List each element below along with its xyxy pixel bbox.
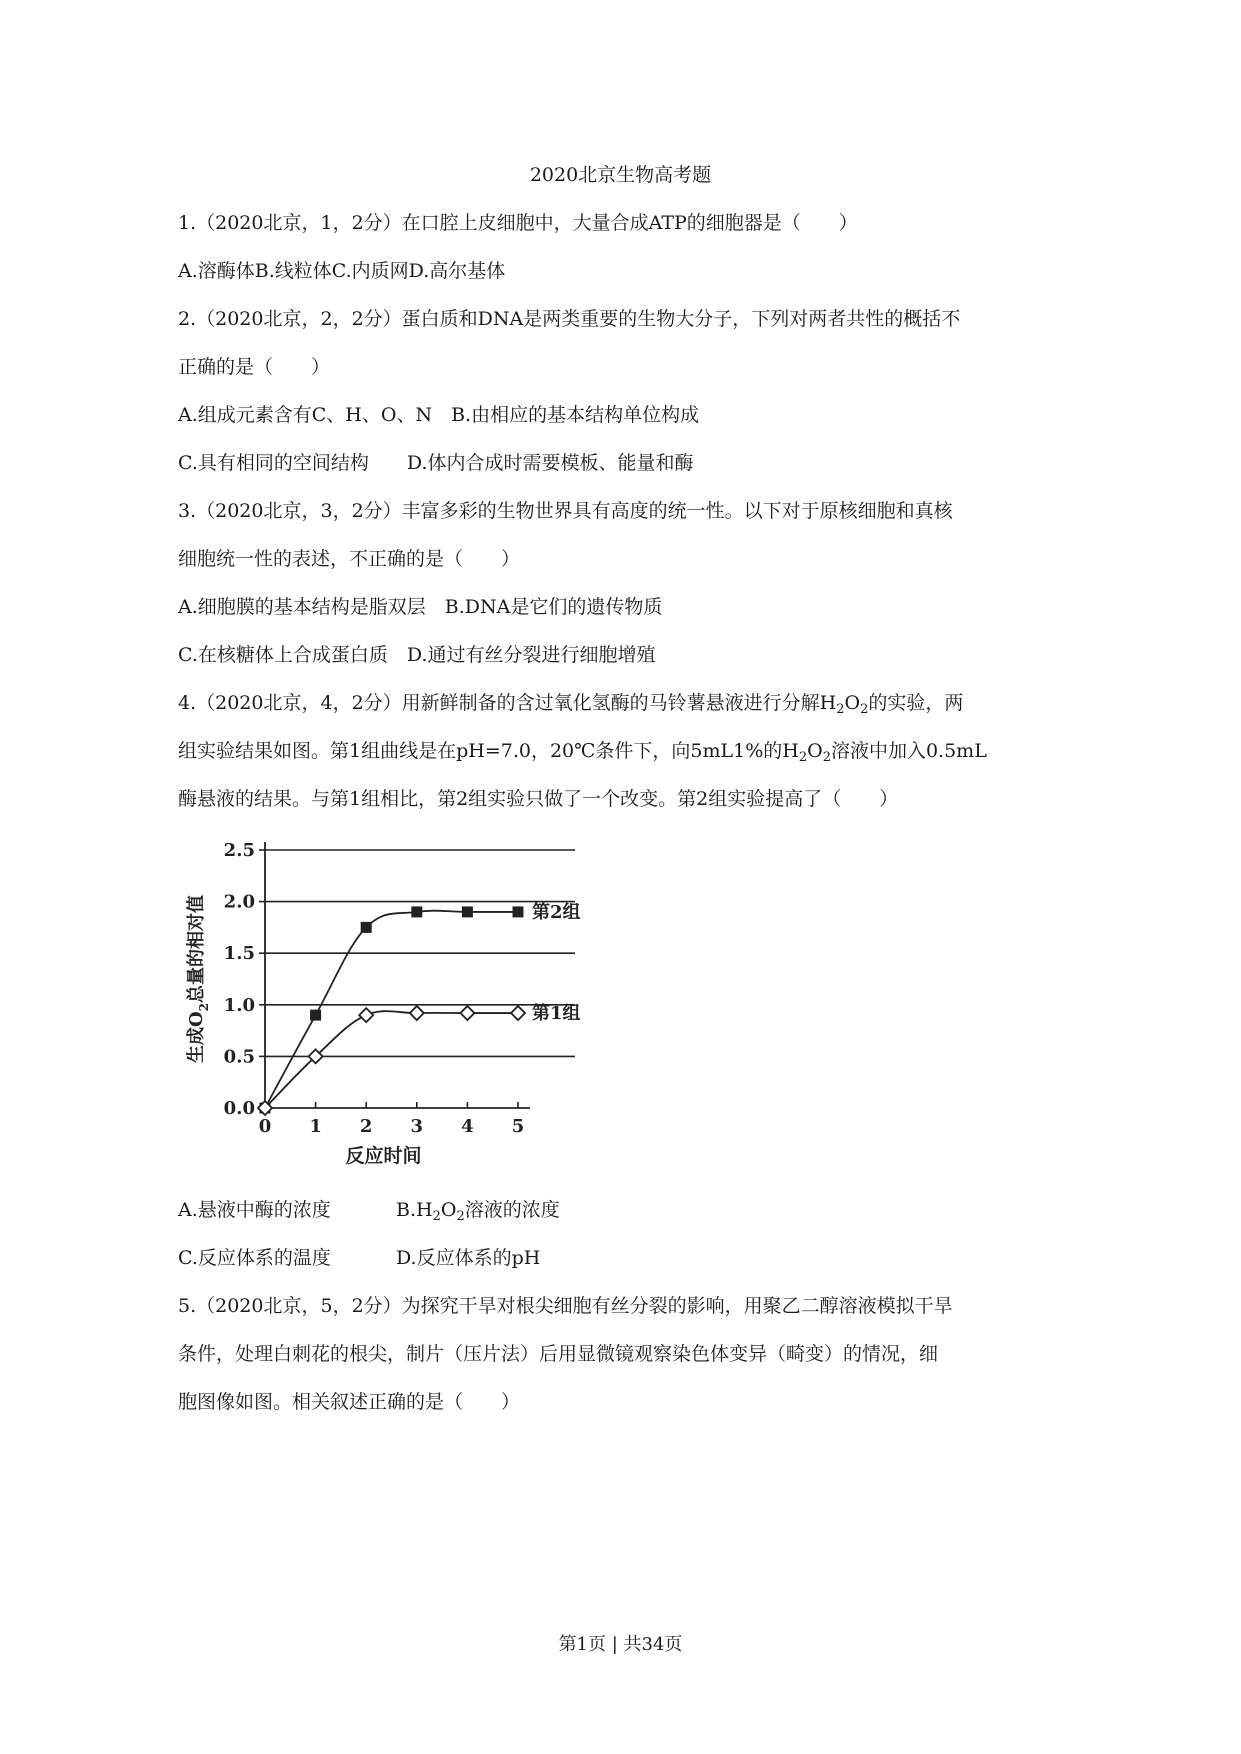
q5-stem-line1: 5.（2020北京，5，2分）为探究干旱对根尖细胞有丝分裂的影响，用聚乙二醇溶液模拟干旱	[178, 1295, 953, 1317]
y-tick-label: 0.0	[223, 1098, 255, 1119]
page-title: 2020北京生物高考题	[529, 164, 712, 186]
q4-chart	[180, 835, 690, 1195]
data-point-square	[411, 906, 422, 917]
q3-options-line2: C.在核糖体上合成蛋白质 D.通过有丝分裂进行细胞增殖	[178, 644, 656, 666]
x-axis-label: 反应时间	[345, 1145, 422, 1167]
data-point-square	[361, 922, 372, 933]
q4-option-c: C.反应体系的温度	[178, 1247, 331, 1269]
data-point-diamond	[460, 1006, 474, 1020]
data-point-diamond	[511, 1006, 525, 1020]
q4-stem-line2: 组实验结果如图。第1组曲线是在pH=7.0，20℃条件下，向5mL1%的$H_2O_2$溶液中加入0.5mL	[178, 740, 987, 765]
q4-option-a: A.悬液中酶的浓度	[178, 1199, 331, 1221]
y-tick-label: 1.0	[223, 994, 255, 1016]
y-axis-label: 生成$O_2$总量的相对值	[186, 894, 211, 1064]
q4-stem-line1: 4.（2020北京，4，2分）用新鲜制备的含过氧化氢酶的马铃薯悬液进行分解$H_2O_2$的实验，两	[178, 692, 964, 717]
data-point-diamond	[410, 1006, 424, 1020]
q2-options-line2: C.具有相同的空间结构 D.体内合成时需要模板、能量和酶	[178, 452, 694, 474]
q3-options-line1: A.细胞膜的基本结构是脂双层 B.DNA是它们的遗传物质	[178, 596, 663, 618]
series-line	[265, 1011, 518, 1108]
q4-option-b: $B.H_2O_2$溶液的浓度	[396, 1199, 560, 1224]
q3-stem-line2: 细胞统一性的表述，不正确的是（ ）	[178, 548, 521, 570]
page-footer: 第1页 | 共34页	[558, 1634, 683, 1655]
x-tick-label: 3	[410, 1116, 424, 1137]
y-tick-label: 1.5	[223, 943, 255, 965]
q4-chart-svg	[180, 835, 690, 1195]
series-line	[265, 911, 518, 1108]
data-point-diamond	[359, 1008, 373, 1022]
y-tick-label: 2.0	[223, 891, 255, 913]
x-tick-label: 2	[359, 1116, 373, 1137]
q1-options: A.溶酶体B.线粒体C.内质网D.高尔基体	[178, 260, 506, 282]
data-point-square	[462, 906, 473, 917]
data-point-square	[513, 906, 524, 917]
q2-stem-line2: 正确的是（ ）	[178, 356, 331, 378]
y-tick-label: 2.5	[223, 840, 255, 861]
y-tick-label: 0.5	[223, 1046, 255, 1068]
q2-options-line1: A.组成元素含有C、H、O、N B.由相应的基本结构单位构成	[178, 404, 700, 426]
q2-stem-line1: 2.（2020北京，2，2分）蛋白质和DNA是两类重要的生物大分子，下列对两者共性的概括不	[178, 308, 961, 330]
data-point-square	[310, 1010, 321, 1021]
q5-stem-line2: 条件，处理白刺花的根尖，制片（压片法）后用显微镜观察染色体变异（畸变）的情况，细	[178, 1343, 939, 1365]
series-label: 第1组	[532, 1003, 581, 1025]
x-tick-label: 0	[258, 1116, 272, 1137]
x-tick-label: 4	[461, 1116, 474, 1137]
q4-option-d: D.反应体系的pH	[396, 1247, 541, 1269]
x-tick-label: 1	[309, 1116, 322, 1137]
q5-stem-line3: 胞图像如图。相关叙述正确的是（ ）	[178, 1391, 521, 1413]
q1-stem: 1.（2020北京，1，2分）在口腔上皮细胞中，大量合成ATP的细胞器是（ ）	[178, 212, 858, 234]
q3-stem-line1: 3.（2020北京，3，2分）丰富多彩的生物世界具有高度的统一性。以下对于原核细胞和真核	[178, 500, 953, 522]
q4-stem-line3: 酶悬液的结果。与第1组相比，第2组实验只做了一个改变。第2组实验提高了（ ）	[178, 788, 899, 810]
series-label: 第2组	[532, 901, 581, 923]
x-tick-label: 5	[511, 1116, 525, 1137]
